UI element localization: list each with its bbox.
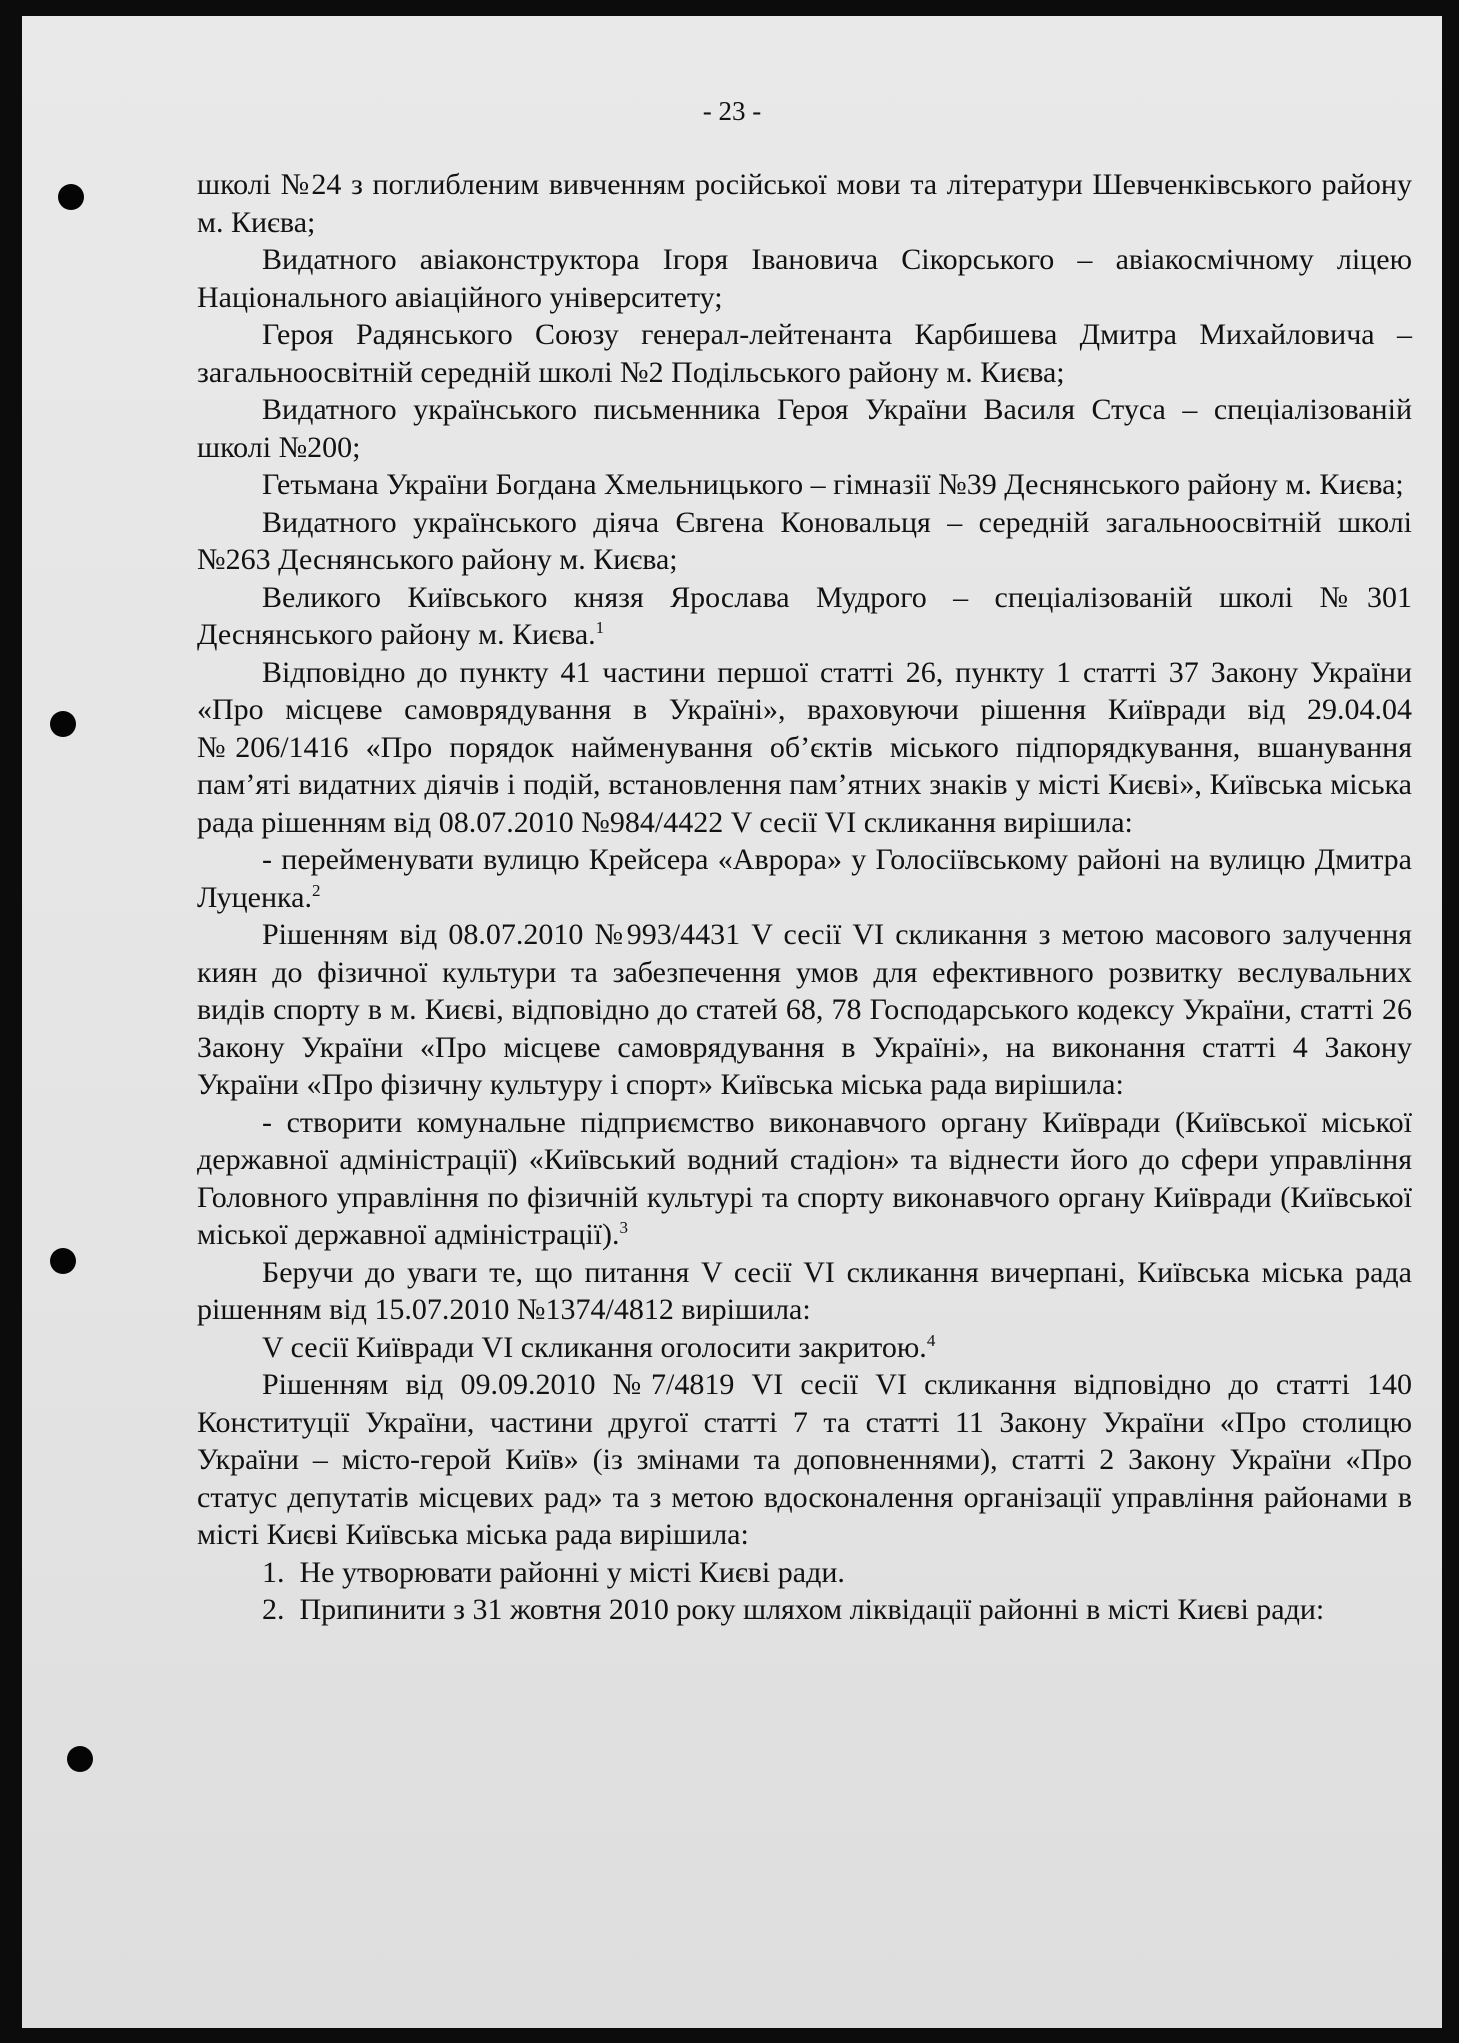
punch-hole xyxy=(50,711,76,737)
paragraph: Видатного авіаконструктора Ігоря Івановича Сікорського – авіакосмічному ліцею Національного авіаційного університету; xyxy=(197,243,1412,314)
paragraph: Героя Радянського Союзу генерал-лейтенанта Карбишева Дмитра Михайловича – загальноосвітній середній школі №2 Подільського району м. Києва; xyxy=(197,318,1412,389)
footnote-ref: 4 xyxy=(926,1330,936,1350)
paragraph: Великого Київського князя Ярослава Мудрого – спеціалізованій школі №301 Деснянського району м. Києва.$^1$ xyxy=(197,580,1412,651)
document-body xyxy=(197,166,1412,1629)
paragraph: Гетьмана України Богдана Хмельницького – гімназії №39 Деснянського району м. Києва; xyxy=(262,468,1404,501)
paragraph: - перейменувати вулицю Крейсера «Аврора» у Голосіївському районі на вулицю Дмитра Луценка.$^2$ xyxy=(197,843,1412,914)
page-number: - 23 - xyxy=(702,96,762,126)
list-item: 2. Припинити з 31 жовтня 2010 року шляхом ліквідації районні в місті Києві ради: xyxy=(262,1593,1325,1626)
punch-hole xyxy=(58,184,84,210)
paragraph: Видатного українського діяча Євгена Коновальця – середній загальноосвітній школі №263 Деснянського району м. Києва; xyxy=(197,505,1412,576)
document-page xyxy=(22,16,1442,2028)
paragraph: школі №24 з поглибленим вивченням російської мови та літератури Шевченківського району м. Києва; xyxy=(197,168,1412,239)
paragraph: Видатного українського письменника Героя України Василя Стуса – спеціалізованій школі №200; xyxy=(197,393,1412,464)
footnote-ref: 2 xyxy=(311,880,321,900)
punch-hole xyxy=(50,1248,76,1274)
footnote-ref: 3 xyxy=(619,1218,628,1237)
paragraph: Відповідно до пункту 41 частини першої статті 26, пункту 1 статті 37 Закону України «Про місцеве самоврядування в Україні», враховуючи рішення Київради від 29.04.04 №206/1416 «Про порядок найменування об’єктів міського підпорядкування, вшанування пам’яті видатних діячів і подій, встановлення пам’ятних знаків у місті Києві», Київська міська рада рішенням від 08.07.2010 №984/4422 V сесії VI скликання вирішила: xyxy=(197,655,1412,839)
paragraph: Рішенням від 09.09.2010 №7/4819 VI сесії VI скликання відповідно до статті 140 Конституції України, частини другої статті 7 та статті 11 Закону України «Про столицю України – місто-герой Київ» (із змінами та доповненнями), статті 2 Закону України «Про статус депутатів місцевих рад» та з метою вдосконалення організації управління районами в місті Києві Київська міська рада вирішила: xyxy=(197,1368,1412,1551)
paragraph: V сесії Київради VI скликання оголосити закритою.$^4$ xyxy=(262,1330,936,1364)
paragraph: Рішенням від 08.07.2010 №993/4431 V сесії VI скликання з метою масового залучення киян до фізичної культури та забезпечення умов для ефективного розвитку веслувальних видів спорту в м. Києві, відповідно до статей 68, 78 Господарського кодексу України, статті 26 Закону України «Про місцеве самоврядування в Україні», на виконання статті 4 Закону України «Про фізичну культуру і спорт» Київська міська рада вирішила: xyxy=(197,918,1412,1101)
punch-hole xyxy=(67,1746,93,1772)
paragraph: Беручи до уваги те, що питання V сесії VI скликання вичерпані, Київська міська рада рішенням від 15.07.2010 №1374/4812 вирішила: xyxy=(197,1255,1412,1326)
list-item: 1. Не утворювати районні у місті Києві ради. xyxy=(262,1555,845,1589)
footnote-ref: 1 xyxy=(595,618,605,637)
paragraph: - створити комунальне підприємство виконавчого органу Київради (Київської міської державної адміністрації) «Київський водний стадіон» та віднести його до сфери управління Головного управління по фізичній культурі та спорту виконавчого органу Київради (Київської міської державної адміністрації).$^3$ xyxy=(197,1105,1412,1251)
